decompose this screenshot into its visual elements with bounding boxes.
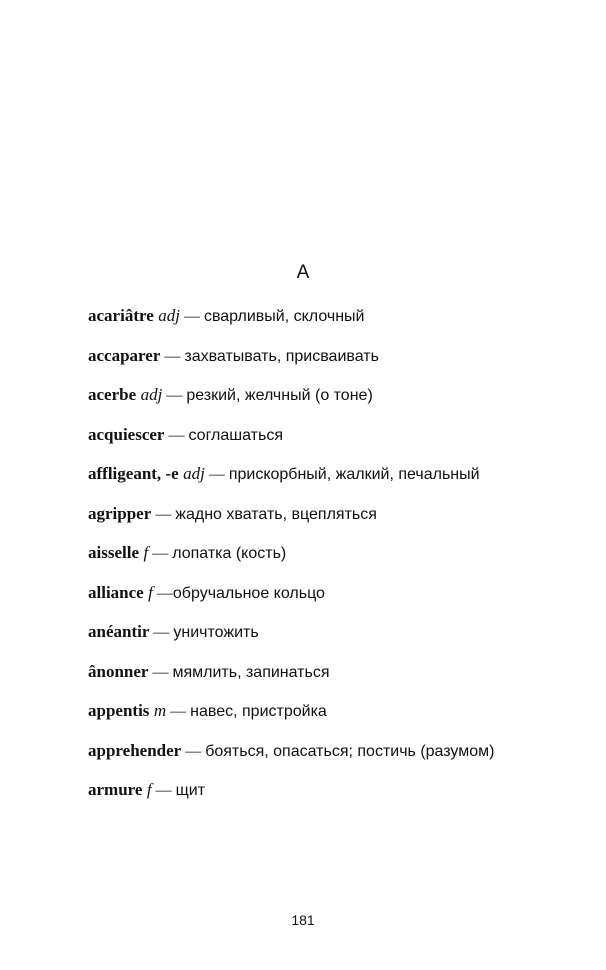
dictionary-entry (88, 422, 538, 448)
dash: — (151, 505, 176, 523)
dictionary-entry (88, 382, 538, 408)
dictionary-entry (88, 303, 538, 329)
dash: — (181, 742, 206, 760)
dash: — (179, 308, 204, 325)
page-number: 181 (291, 912, 315, 928)
dash: — (148, 663, 173, 681)
headword: agripper (88, 503, 152, 523)
grammar-label: adj (158, 306, 180, 325)
translation: бояться, опасаться; постичь (разумом) (205, 742, 495, 760)
headword: aisselle (88, 543, 139, 562)
translation: щит (175, 782, 206, 799)
dash: — (148, 545, 173, 562)
headword: acerbe (88, 385, 137, 404)
section-letter: A (296, 262, 310, 283)
dash: — (149, 624, 174, 641)
entry-list (88, 303, 538, 817)
translation: резкий, желчный (о тоне) (186, 387, 373, 404)
headword: acariâtre (88, 306, 154, 325)
grammar-label: adj (183, 464, 205, 483)
translation: уничтожить (173, 624, 259, 641)
grammar-label: m (153, 701, 167, 720)
dictionary-entry (88, 540, 538, 566)
dictionary-entry (88, 461, 538, 487)
translation: захватывать, присваивать (184, 347, 379, 365)
dash: — (162, 387, 187, 404)
dictionary-entry (88, 698, 538, 724)
dash: — (152, 584, 173, 602)
headword: acquiescer (88, 424, 165, 444)
translation: мямлить, запинаться (172, 663, 330, 681)
translation: соглашаться (188, 426, 283, 444)
dash: — (151, 782, 176, 799)
headword: ânonner (88, 661, 149, 681)
dictionary-entry (88, 343, 538, 369)
grammar-label: f (143, 543, 149, 562)
translation: обручальное кольцо (172, 584, 325, 602)
dash: — (204, 466, 229, 483)
headword: armure (88, 780, 143, 799)
dictionary-entry (88, 501, 538, 527)
translation: прискорбный, жалкий, печальный (228, 466, 480, 483)
dictionary-entry (88, 738, 538, 764)
grammar-label: adj (140, 385, 163, 404)
headword: accaparer (88, 345, 161, 365)
translation: лопатка (кость) (172, 545, 287, 562)
headword: alliance (88, 582, 144, 602)
translation: навес, пристройка (190, 703, 327, 720)
dictionary-entry (88, 580, 538, 606)
dash: — (160, 347, 185, 365)
dictionary-entry (88, 619, 538, 645)
grammar-label: f (148, 582, 153, 602)
dictionary-entry (88, 777, 538, 803)
translation: сварливый, склочный (203, 308, 365, 325)
dictionary-entry (88, 659, 538, 685)
dash: — (164, 426, 189, 444)
grammar-label: f (146, 780, 152, 799)
headword: apprehender (88, 740, 182, 760)
headword: anéantir (88, 622, 150, 641)
dash: — (166, 703, 191, 720)
headword: affligeant, -e (88, 464, 179, 483)
translation: жадно хватать, вцепляться (175, 505, 377, 523)
headword: appentis (88, 701, 150, 720)
